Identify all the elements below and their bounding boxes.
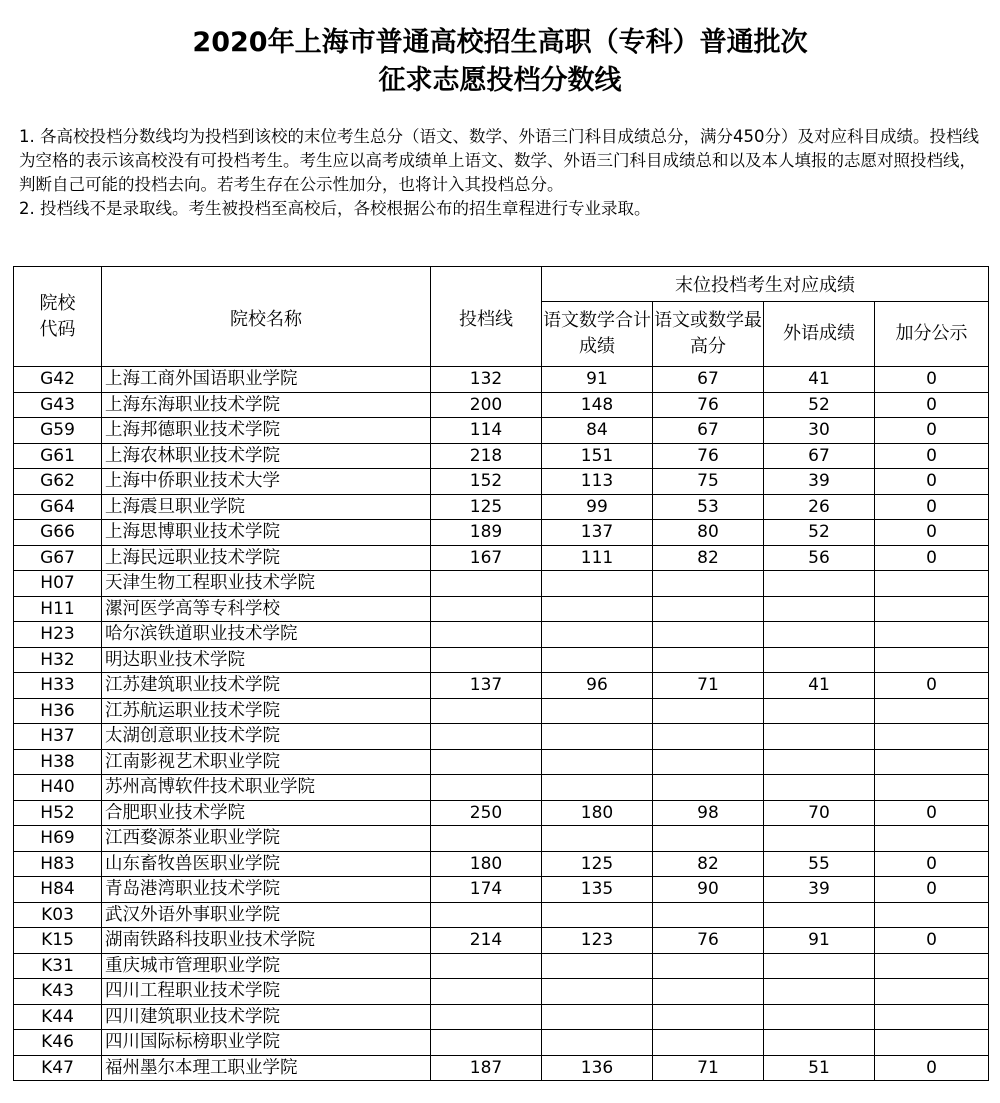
cell-max: 75 — [653, 469, 764, 495]
cell-code: H69 — [14, 826, 102, 852]
cell-line — [431, 979, 542, 1005]
table-row — [14, 673, 989, 699]
cell-bonus — [875, 953, 989, 979]
cell-code: H36 — [14, 698, 102, 724]
cell-max — [653, 953, 764, 979]
cell-name: 四川建筑职业技术学院 — [102, 1004, 431, 1030]
cell-line — [431, 596, 542, 622]
cell-sum — [542, 826, 653, 852]
cell-name: 上海东海职业技术学院 — [102, 392, 431, 418]
cell-code: K46 — [14, 1030, 102, 1056]
cell-line — [431, 1030, 542, 1056]
table-row — [14, 953, 989, 979]
cell-max: 80 — [653, 520, 764, 546]
cell-max: 71 — [653, 1055, 764, 1081]
cell-foreign: 39 — [764, 469, 875, 495]
cell-sum — [542, 698, 653, 724]
header-group: 末位投档考生对应成绩 — [542, 267, 989, 302]
cell-name: 合肥职业技术学院 — [102, 800, 431, 826]
table-row — [14, 1004, 989, 1030]
cell-max — [653, 596, 764, 622]
cell-foreign — [764, 698, 875, 724]
cell-max: 76 — [653, 392, 764, 418]
cell-foreign: 51 — [764, 1055, 875, 1081]
table-row — [14, 749, 989, 775]
cell-bonus: 0 — [875, 520, 989, 546]
cell-line: 187 — [431, 1055, 542, 1081]
cell-line — [431, 775, 542, 801]
cell-foreign — [764, 622, 875, 648]
cell-max — [653, 902, 764, 928]
cell-bonus: 0 — [875, 418, 989, 444]
table-row — [14, 596, 989, 622]
cell-foreign: 26 — [764, 494, 875, 520]
cell-max: 67 — [653, 418, 764, 444]
cell-line: 180 — [431, 851, 542, 877]
table-row — [14, 647, 989, 673]
table-body — [14, 367, 989, 1081]
cell-code: G67 — [14, 545, 102, 571]
cell-code: H37 — [14, 724, 102, 750]
table-row — [14, 698, 989, 724]
cell-max: 98 — [653, 800, 764, 826]
cell-line: 200 — [431, 392, 542, 418]
cell-bonus — [875, 622, 989, 648]
cell-foreign: 56 — [764, 545, 875, 571]
cell-line — [431, 1004, 542, 1030]
cell-name: 苏州高博软件技术职业学院 — [102, 775, 431, 801]
cell-name: 青岛港湾职业技术学院 — [102, 877, 431, 903]
cell-max — [653, 622, 764, 648]
cell-sum — [542, 622, 653, 648]
table-row — [14, 494, 989, 520]
cell-sum: 125 — [542, 851, 653, 877]
table-row — [14, 902, 989, 928]
cell-bonus — [875, 826, 989, 852]
cell-bonus: 0 — [875, 851, 989, 877]
cell-max — [653, 647, 764, 673]
table-row — [14, 545, 989, 571]
cell-code: G62 — [14, 469, 102, 495]
cell-name: 上海震旦职业学院 — [102, 494, 431, 520]
cell-foreign: 52 — [764, 520, 875, 546]
cell-name: 江苏航运职业技术学院 — [102, 698, 431, 724]
cell-line: 218 — [431, 443, 542, 469]
cell-name: 江南影视艺术职业学院 — [102, 749, 431, 775]
table-row — [14, 928, 989, 954]
cell-name: 哈尔滨铁道职业技术学院 — [102, 622, 431, 648]
cell-bonus — [875, 724, 989, 750]
table-row — [14, 367, 989, 393]
cell-bonus — [875, 647, 989, 673]
cell-foreign: 67 — [764, 443, 875, 469]
cell-code: K31 — [14, 953, 102, 979]
cell-name: 上海民远职业技术学院 — [102, 545, 431, 571]
cell-name: 四川工程职业技术学院 — [102, 979, 431, 1005]
note-2: 2. 投档线不是录取线。考生被投档至高校后，各校根据公布的招生章程进行专业录取。 — [19, 199, 651, 218]
cell-max: 53 — [653, 494, 764, 520]
cell-foreign — [764, 953, 875, 979]
cell-sum: 137 — [542, 520, 653, 546]
cell-bonus — [875, 902, 989, 928]
cell-name: 天津生物工程职业技术学院 — [102, 571, 431, 597]
cell-bonus: 0 — [875, 1055, 989, 1081]
cell-foreign — [764, 647, 875, 673]
cell-sum: 148 — [542, 392, 653, 418]
title-line-1: 2020年上海市普通高校招生高职（专科）普通批次 — [192, 27, 808, 58]
cell-name: 上海邦德职业技术学院 — [102, 418, 431, 444]
cell-name: 上海中侨职业技术大学 — [102, 469, 431, 495]
cell-line: 174 — [431, 877, 542, 903]
cell-sum — [542, 979, 653, 1005]
cell-code: G59 — [14, 418, 102, 444]
cell-foreign — [764, 1004, 875, 1030]
cell-max: 71 — [653, 673, 764, 699]
cell-line: 125 — [431, 494, 542, 520]
cell-bonus — [875, 571, 989, 597]
notes-section — [19, 125, 984, 221]
cell-max: 90 — [653, 877, 764, 903]
cell-line — [431, 647, 542, 673]
header-max: 语文或数学最高分 — [653, 302, 764, 367]
cell-sum: 96 — [542, 673, 653, 699]
table-row — [14, 520, 989, 546]
cell-sum — [542, 953, 653, 979]
cell-sum: 91 — [542, 367, 653, 393]
cell-sum — [542, 902, 653, 928]
cell-line — [431, 902, 542, 928]
cell-sum: 180 — [542, 800, 653, 826]
cell-bonus: 0 — [875, 928, 989, 954]
cell-name: 重庆城市管理职业学院 — [102, 953, 431, 979]
table-row — [14, 622, 989, 648]
cell-line: 250 — [431, 800, 542, 826]
cell-line — [431, 698, 542, 724]
cell-max: 67 — [653, 367, 764, 393]
cell-name: 太湖创意职业技术学院 — [102, 724, 431, 750]
table-row — [14, 571, 989, 597]
cell-name: 漯河医学高等专科学校 — [102, 596, 431, 622]
cell-name: 上海农林职业技术学院 — [102, 443, 431, 469]
cell-code: K03 — [14, 902, 102, 928]
table-row — [14, 469, 989, 495]
cell-foreign — [764, 775, 875, 801]
table-row — [14, 724, 989, 750]
table-row — [14, 392, 989, 418]
cell-name: 江苏建筑职业技术学院 — [102, 673, 431, 699]
cell-foreign — [764, 749, 875, 775]
table-row — [14, 1055, 989, 1081]
cell-code: H84 — [14, 877, 102, 903]
cell-max — [653, 749, 764, 775]
cell-foreign — [764, 596, 875, 622]
cell-foreign — [764, 826, 875, 852]
cell-sum: 123 — [542, 928, 653, 954]
cell-foreign — [764, 902, 875, 928]
cell-name: 上海工商外国语职业学院 — [102, 367, 431, 393]
header-name: 院校名称 — [102, 267, 431, 367]
header-sum: 语文数学合计成绩 — [542, 302, 653, 367]
cell-code: G61 — [14, 443, 102, 469]
cell-line: 137 — [431, 673, 542, 699]
cell-foreign: 70 — [764, 800, 875, 826]
cell-code: H52 — [14, 800, 102, 826]
cell-code: H23 — [14, 622, 102, 648]
cell-sum: 113 — [542, 469, 653, 495]
cell-bonus — [875, 596, 989, 622]
cell-code: H07 — [14, 571, 102, 597]
cell-sum — [542, 724, 653, 750]
cell-sum — [542, 775, 653, 801]
cell-code: G66 — [14, 520, 102, 546]
cell-foreign — [764, 979, 875, 1005]
cell-name: 明达职业技术学院 — [102, 647, 431, 673]
cell-foreign — [764, 1030, 875, 1056]
cell-max: 76 — [653, 928, 764, 954]
cell-code: H32 — [14, 647, 102, 673]
cell-code: K47 — [14, 1055, 102, 1081]
cell-code: H83 — [14, 851, 102, 877]
cell-max — [653, 1030, 764, 1056]
cell-max — [653, 1004, 764, 1030]
document-title — [0, 24, 1000, 100]
cell-line: 114 — [431, 418, 542, 444]
cell-sum: 84 — [542, 418, 653, 444]
cell-name: 湖南铁路科技职业技术学院 — [102, 928, 431, 954]
table-header — [14, 267, 989, 367]
cell-code: K44 — [14, 1004, 102, 1030]
cell-max: 82 — [653, 851, 764, 877]
cell-max — [653, 979, 764, 1005]
cell-bonus: 0 — [875, 392, 989, 418]
cell-sum — [542, 1030, 653, 1056]
cell-bonus — [875, 775, 989, 801]
cell-bonus: 0 — [875, 367, 989, 393]
cell-sum: 135 — [542, 877, 653, 903]
table-row — [14, 851, 989, 877]
cell-sum: 111 — [542, 545, 653, 571]
cell-max — [653, 571, 764, 597]
cell-code: K15 — [14, 928, 102, 954]
cell-bonus — [875, 1004, 989, 1030]
cell-bonus — [875, 698, 989, 724]
cell-code: H38 — [14, 749, 102, 775]
cell-foreign: 41 — [764, 367, 875, 393]
cell-name: 福州墨尔本理工职业学院 — [102, 1055, 431, 1081]
table-row — [14, 826, 989, 852]
cell-foreign: 52 — [764, 392, 875, 418]
cell-code: G42 — [14, 367, 102, 393]
cell-line — [431, 571, 542, 597]
cell-line: 189 — [431, 520, 542, 546]
cell-bonus — [875, 1030, 989, 1056]
table-row — [14, 775, 989, 801]
cell-name: 上海思博职业技术学院 — [102, 520, 431, 546]
cell-code: K43 — [14, 979, 102, 1005]
cell-foreign — [764, 724, 875, 750]
cell-line — [431, 622, 542, 648]
cell-foreign: 91 — [764, 928, 875, 954]
cell-bonus: 0 — [875, 443, 989, 469]
cell-sum — [542, 571, 653, 597]
cell-line — [431, 953, 542, 979]
table-row — [14, 800, 989, 826]
cell-bonus: 0 — [875, 800, 989, 826]
header-foreign: 外语成绩 — [764, 302, 875, 367]
cell-code: H11 — [14, 596, 102, 622]
title-line-2: 征求志愿投档分数线 — [378, 65, 622, 96]
cell-code: H40 — [14, 775, 102, 801]
cell-foreign: 30 — [764, 418, 875, 444]
cell-line: 214 — [431, 928, 542, 954]
cell-max: 76 — [653, 443, 764, 469]
cell-sum — [542, 749, 653, 775]
cell-sum: 136 — [542, 1055, 653, 1081]
cell-bonus: 0 — [875, 469, 989, 495]
cell-bonus: 0 — [875, 877, 989, 903]
cell-name: 四川国际标榜职业学院 — [102, 1030, 431, 1056]
cell-bonus: 0 — [875, 545, 989, 571]
cell-foreign: 41 — [764, 673, 875, 699]
table-row — [14, 418, 989, 444]
cell-line: 167 — [431, 545, 542, 571]
note-1: 1. 各高校投档分数线均为投档到该校的末位考生总分（语文、数学、外语三门科目成绩总分，满分450分）及对应科目成绩。投档线为空格的表示该高校没有可投档考生。考生应以高考成绩单上语文、数学、外语三门科目成绩总和以及本人填报的志愿对照投档线，判断自己可能的投档去向。若考生存在公示性加分，也将计入其投档总分。 — [19, 127, 979, 194]
cell-max — [653, 826, 764, 852]
cell-sum — [542, 596, 653, 622]
header-code: 院校代码 — [14, 267, 102, 367]
table-row — [14, 877, 989, 903]
cell-code: G43 — [14, 392, 102, 418]
cell-max — [653, 724, 764, 750]
cell-sum: 99 — [542, 494, 653, 520]
cell-line: 152 — [431, 469, 542, 495]
cell-bonus: 0 — [875, 673, 989, 699]
cell-sum — [542, 1004, 653, 1030]
cell-bonus — [875, 749, 989, 775]
cell-line — [431, 724, 542, 750]
cell-line — [431, 826, 542, 852]
cell-name: 山东畜牧兽医职业学院 — [102, 851, 431, 877]
cell-sum: 151 — [542, 443, 653, 469]
cell-name: 武汉外语外事职业学院 — [102, 902, 431, 928]
cell-foreign: 39 — [764, 877, 875, 903]
header-line: 投档线 — [431, 267, 542, 367]
cell-code: G64 — [14, 494, 102, 520]
cell-code: H33 — [14, 673, 102, 699]
table-row — [14, 1030, 989, 1056]
cell-max: 82 — [653, 545, 764, 571]
cell-name: 江西婺源茶业职业学院 — [102, 826, 431, 852]
cell-max — [653, 698, 764, 724]
cell-sum — [542, 647, 653, 673]
cell-line: 132 — [431, 367, 542, 393]
cell-foreign: 55 — [764, 851, 875, 877]
cell-max — [653, 775, 764, 801]
cell-bonus: 0 — [875, 494, 989, 520]
header-bonus: 加分公示 — [875, 302, 989, 367]
cell-line — [431, 749, 542, 775]
score-table — [13, 266, 989, 1081]
cell-foreign — [764, 571, 875, 597]
table-row — [14, 979, 989, 1005]
cell-bonus — [875, 979, 989, 1005]
table-row — [14, 443, 989, 469]
